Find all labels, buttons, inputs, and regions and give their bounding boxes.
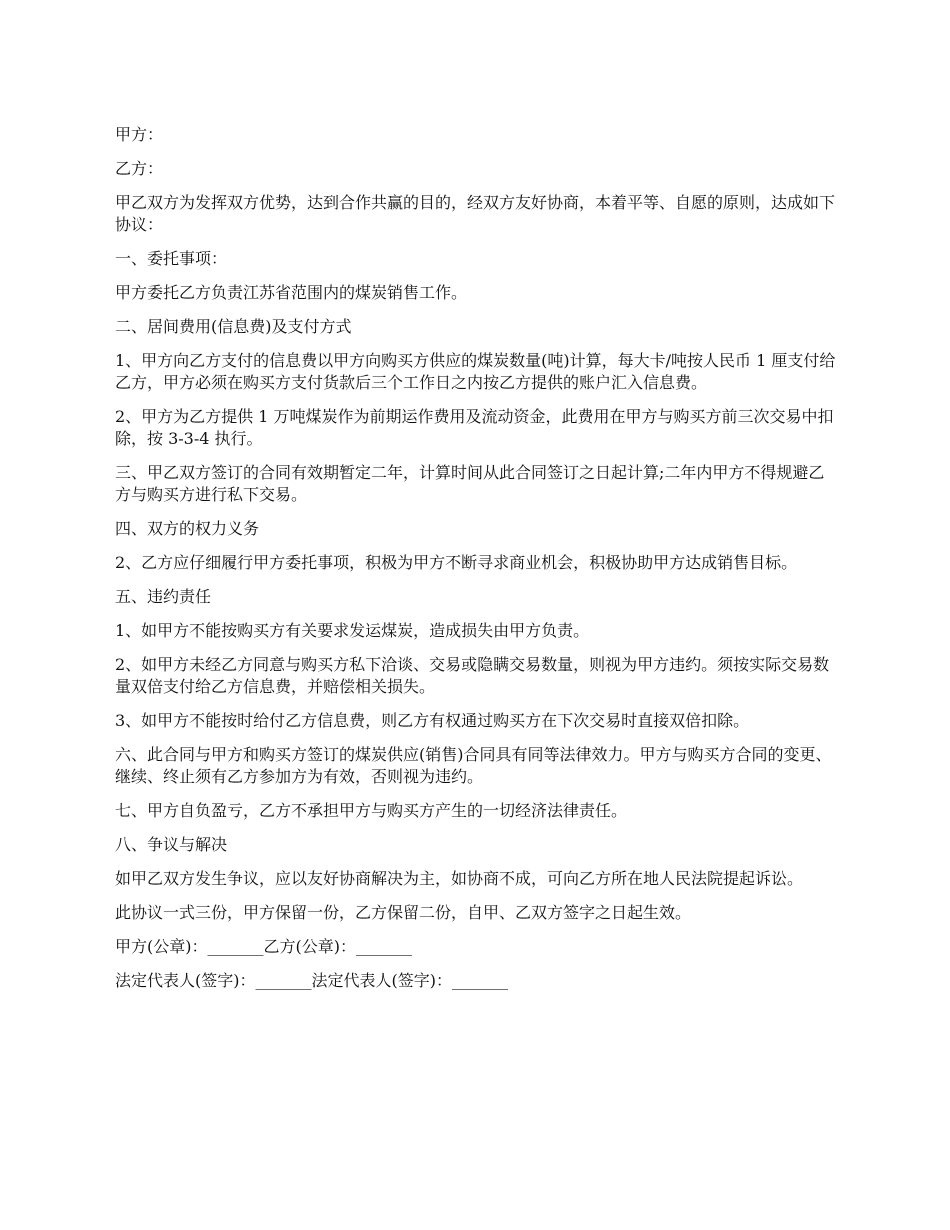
commission-paragraph: 甲方委托乙方负责江苏省范围内的煤炭销售工作。: [115, 283, 468, 302]
section-heading-commission: 一、委托事项：: [115, 249, 228, 268]
validity-clause: 三、甲乙双方签订的合同有效期暂定二年，计算时间从此合同签订之日起计算;二年内甲方不得规避乙方与购买方进行私下交易。: [115, 463, 825, 504]
section-heading-disputes: 八、争议与解决: [115, 835, 228, 854]
section-heading-rights: 四、双方的权力义务: [115, 519, 260, 538]
section-heading-breach: 五、违约责任: [115, 587, 212, 606]
fees-clause-1: 1、甲方向乙方支付的信息费以甲方向购买方供应的煤炭数量(吨)计算，每大卡/吨按人民币 1 厘支付给乙方，甲方必须在购买方支付货款后三个工作日之内按乙方提供的账户汇入信息费。: [115, 351, 836, 392]
legal-effect-clause: 六、此合同与甲方和购买方签订的煤炭供应(销售)合同具有同等法律效力。甲方与购买方合同的变更、继续、终止须有乙方参加方为有效，否则视为违约。: [115, 745, 832, 786]
party-b-line: 乙方：: [115, 159, 164, 178]
disputes-paragraph: 如甲乙双方发生争议，应以友好协商解决为主，如协商不成，可向乙方所在地人民法院提起诉讼。: [115, 869, 804, 888]
copies-paragraph: 此协议一式三份，甲方保留一份，乙方保留二份，自甲、乙双方签字之日起生效。: [115, 903, 692, 922]
fees-clause-2: 2、甲方为乙方提供 1 万吨煤炭作为前期运作费用及流动资金，此费用在甲方与购买方前三次交易中扣除，按 3-3-4 执行。: [115, 407, 834, 448]
breach-clause-3: 3、如甲方不能按时给付乙方信息费，则乙方有权通过购买方在下次交易时直接双倍扣除。: [115, 711, 750, 730]
seal-line: 甲方(公章)：_______乙方(公章)：_______: [115, 937, 412, 956]
section-heading-fees: 二、居间费用(信息费)及支付方式: [115, 317, 352, 336]
signature-line: 法定代表人(签字)：_______法定代表人(签字)：_______: [115, 971, 508, 990]
rights-clause-2: 2、乙方应仔细履行甲方委托事项，积极为甲方不断寻求商业机会，积极协助甲方达成销售目标。: [115, 553, 798, 572]
breach-clause-1: 1、如甲方不能按购买方有关要求发运煤炭，造成损失由甲方负责。: [115, 621, 590, 640]
liability-clause: 七、甲方自负盈亏，乙方不承担甲方与购买方产生的一切经济法律责任。: [115, 801, 628, 820]
breach-clause-2: 2、如甲方未经乙方同意与购买方私下洽谈、交易或隐瞒交易数量，则视为甲方违约。须按实际交易数量双倍支付给乙方信息费，并赔偿相关损失。: [115, 655, 830, 696]
party-a-line: 甲方：: [115, 125, 164, 144]
preamble-paragraph: 甲乙双方为发挥双方优势，达到合作共赢的目的，经双方友好协商，本着平等、自愿的原则，达成如下协议：: [115, 193, 836, 234]
contract-body: [115, 124, 840, 1004]
